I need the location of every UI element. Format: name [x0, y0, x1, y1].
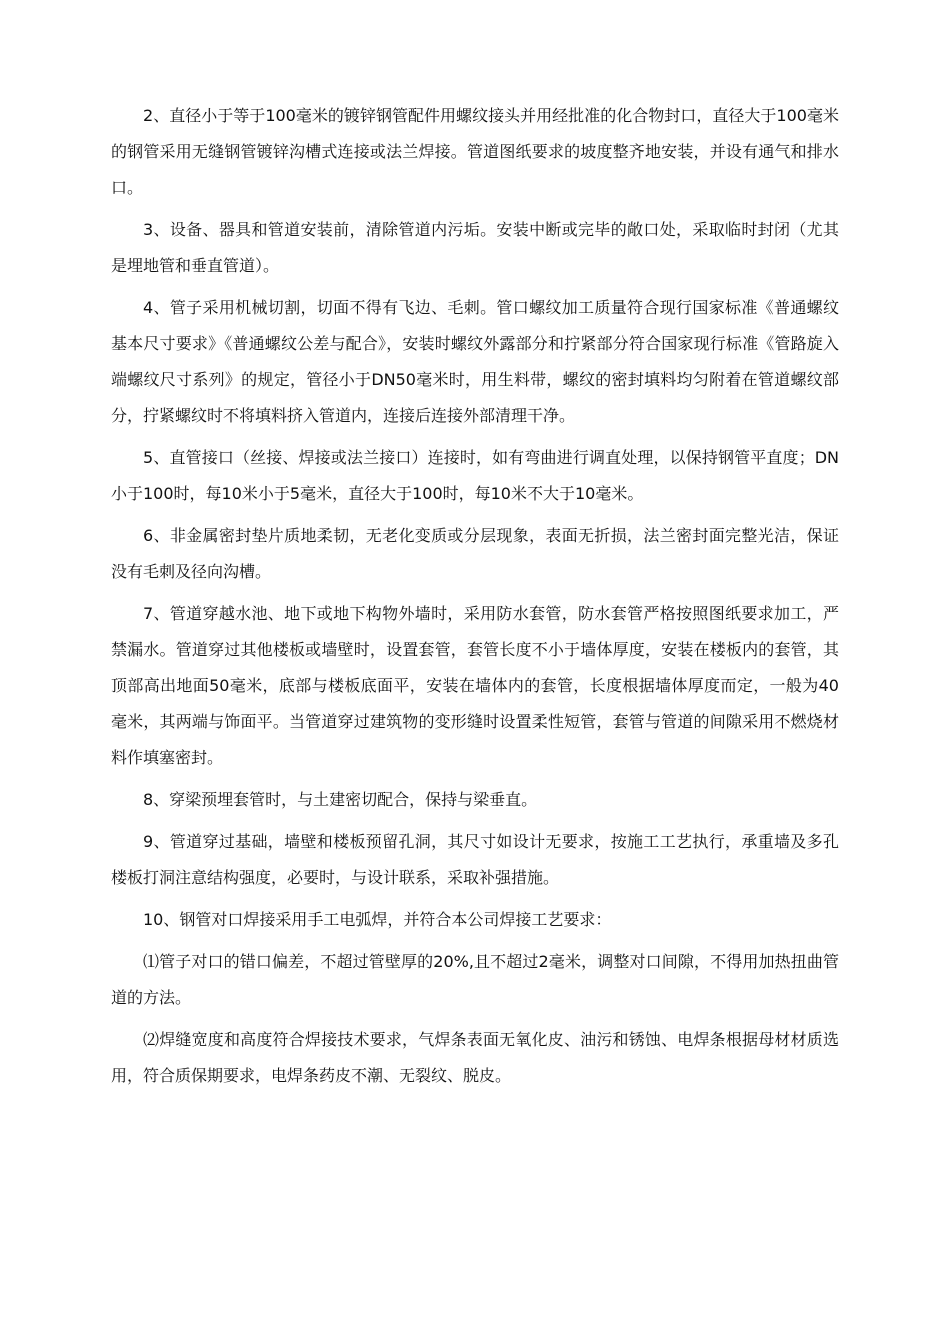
document-page — [111, 98, 839, 1100]
paragraph-item-2: 2、直径小于等于100毫米的镀锌钢管配件用螺纹接头并用经批准的化合物封口，直径大于100毫米的钢管采用无缝钢管镀锌沟槽式连接或法兰焊接。管道图纸要求的坡度整齐地安装，并设有通气和排水口。 — [111, 106, 839, 197]
paragraph-item-6: 6、非金属密封垫片质地柔韧，无老化变质或分层现象，表面无折损，法兰密封面完整光洁，保证没有毛刺及径向沟槽。 — [111, 526, 839, 581]
paragraph-item-9: 9、管道穿过基础，墙壁和楼板预留孔洞，其尺寸如设计无要求，按施工工艺执行，承重墙及多孔楼板打洞注意结构强度，必要时，与设计联系，采取补强措施。 — [111, 832, 839, 887]
paragraph-item-8: 8、穿梁预埋套管时，与土建密切配合，保持与梁垂直。 — [143, 790, 538, 809]
paragraph-subitem-2: ⑵焊缝宽度和高度符合焊接技术要求，气焊条表面无氧化皮、油污和锈蚀、电焊条根据母材材质选用，符合质保期要求，电焊条药皮不潮、无裂纹、脱皮。 — [111, 1030, 839, 1085]
paragraph-item-7: 7、管道穿越水池、地下或地下构物外墙时，采用防水套管，防水套管严格按照图纸要求加工，严禁漏水。管道穿过其他楼板或墙壁时，设置套管，套管长度不小于墙体厚度，安装在楼板内的套管，其顶部高出地面50毫米，底部与楼板底面平，安装在墙体内的套管，长度根据墙体厚度而定，一般为40毫米，其两端与饰面平。当管道穿过建筑物的变形缝时设置柔性短管，套管与管道的间隙采用不燃烧材料作填塞密封。 — [111, 604, 839, 767]
paragraph-item-4: 4、管子采用机械切割，切面不得有飞边、毛刺。管口螺纹加工质量符合现行国家标准《普通螺纹基本尺寸要求》《普通螺纹公差与配合》，安装时螺纹外露部分和拧紧部分符合国家现行标准《管路旋入端螺纹尺寸系列》的规定，管径小于DN50毫米时，用生料带，螺纹的密封填料均匀附着在管道螺纹部分，拧紧螺纹时不将填料挤入管道内，连接后连接外部清理干净。 — [111, 298, 839, 425]
paragraph-item-10: 10、钢管对口焊接采用手工电弧焊，并符合本公司焊接工艺要求： — [143, 910, 612, 929]
paragraph-item-3: 3、设备、器具和管道安装前，清除管道内污垢。安装中断或完毕的敞口处，采取临时封闭（尤其是埋地管和垂直管道）。 — [111, 220, 839, 275]
paragraph-subitem-1: ⑴管子对口的错口偏差，不超过管壁厚的20%,且不超过2毫米，调整对口间隙，不得用加热扭曲管道的方法。 — [111, 952, 839, 1007]
paragraph-item-5: 5、直管接口（丝接、焊接或法兰接口）连接时，如有弯曲进行调直处理，以保持钢管平直度；DN小于100时，每10米小于5毫米，直径大于100时，每10米不大于10毫米。 — [111, 448, 839, 503]
